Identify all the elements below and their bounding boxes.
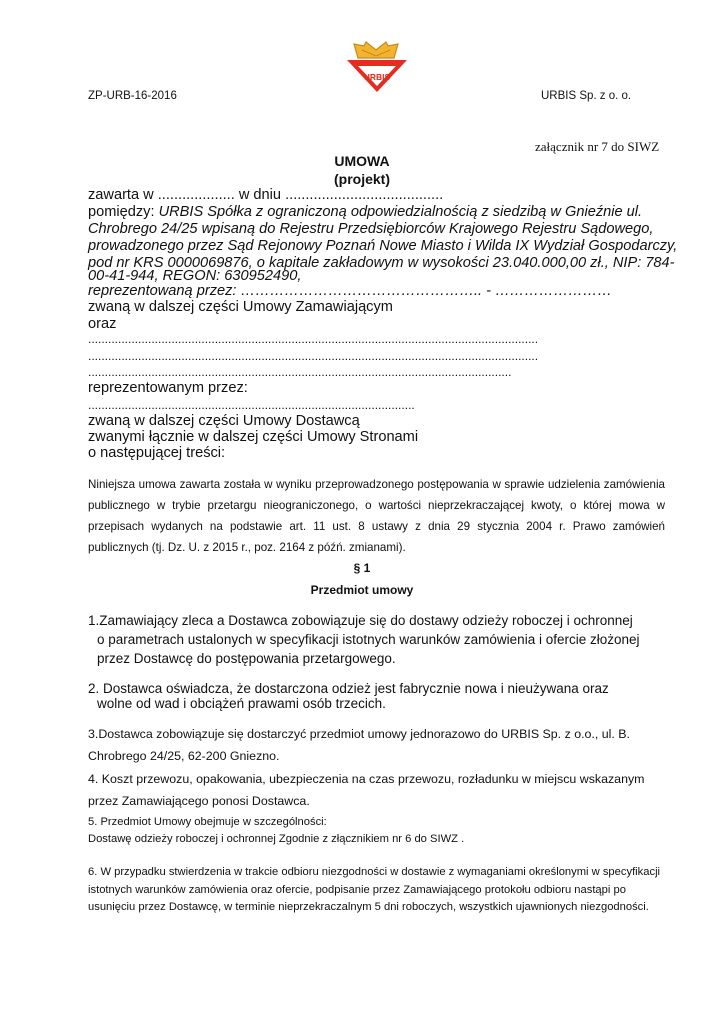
intro-company-line: URBIS Spółka z ograniczoną odpowiedzialnością z siedzibą w Gnieźnie ul. [158, 204, 643, 220]
point-1-line-2: o parametrach ustalonych w specyfikacji istotnych warunków zamówienia i ofercie złożonej [97, 632, 640, 647]
point-1-line-1: 1.Zamawiający zleca a Dostawca zobowiązuje się do dostawy odzieży roboczej i ochronnej [88, 613, 633, 628]
point-4-line-1: 4. Koszt przewozu, opakowania, ubezpieczenia na czas przewozu, rozładunku w miejscu wskazanym [88, 772, 645, 786]
preamble-paragraph: Niniejsza umowa zawarta została w wyniku przeprowadzonego postępowania w sprawie udzielenia zamówienia publicznego w trybie przetargu nieograniczonego, o wartości nieprzekraczającej kwoty, o której mowa w przepisach wydanych na podstawie art. 11 ust. 8 ustawy z dnia 29 stycznia 2004 r. Prawo zamówień publicznych (tj. Dz. U. z 2015 r., poz. 2164 z późń. zmianami). [88, 478, 665, 554]
document-subtitle: (projekt) [334, 171, 390, 187]
supplier-label: zwaną w dalszej części Umowy Dostawcą [88, 413, 360, 429]
urbis-logo-graphic [344, 40, 410, 94]
intro-buyer-label: zwaną w dalszej części Umowy Zamawiającym [88, 299, 393, 315]
point-3-line-1: 3.Dostawca zobowiązuje się dostarczyć przedmiot umowy jednorazowo do URBIS Sp. z o.o., ul. B. [88, 727, 630, 741]
supplier-dots-2: ....................................................................................................................................... [88, 349, 539, 363]
point-6-paragraph: 6. W przypadku stwierdzenia w trakcie odbioru niezgodności w dostawie z wymaganiami określonymi w specyfikacji istotnych warunków zamówienia oraz ofercie, podpisanie przez Zamawiającego protokołu odbioru nastąpi po usunięciu przez Dostawcę, w terminie nieprzekraczalnym 5 dni roboczych, wszystkich ujawnionych niezgodności. [88, 866, 661, 913]
intro-line-parties [88, 204, 642, 221]
point-4-line-2: przez Zamawiającego ponosi Dostawca. [88, 794, 310, 808]
point-2-line-1: 2. Dostawca oświadcza, że dostarczona odzież jest fabrycznie nowa i nieużywana oraz [88, 681, 609, 696]
document-reference: ZP-URB-16-2016 [88, 90, 177, 102]
annex-label: załącznik nr 7 do SIWZ [535, 139, 660, 154]
intro-company-line-3: prowadzonego przez Sąd Rejonowy Poznań Nowe Miasto i Wilda IX Wydział Gospodarczy, [88, 238, 678, 254]
intro-represented-by: reprezentowaną przez: ………………………………………….. - …………………… [88, 283, 612, 299]
point-2-line-2: wolne od wad i obciążeń prawami osób trzecich. [97, 696, 386, 711]
supplier-represented-by: reprezentowanym przez: [88, 380, 248, 396]
intro-company-line-5: 00-41-944, REGON: 630952490, [88, 268, 302, 284]
point-5-line-1: 5. Przedmiot Umowy obejmuje w szczególności: [88, 816, 327, 828]
parties-label: zwanymi łącznie w dalszej części Umowy Stronami [88, 429, 419, 445]
point-5-line-2: Dostawę odzieży roboczej i ochronnej Zgodnie z złącznikiem nr 6 do SIWZ . [88, 833, 465, 845]
intro-company-line-2: Chrobrego 24/25 wpisaną do Rejestru Przedsiębiorców Krajowego Rejestru Sądowego, [88, 221, 654, 237]
section-title: Przedmiot umowy [310, 583, 414, 597]
content-follows: o następującej treści: [88, 445, 226, 461]
point-3-line-2: Chrobrego 24/25, 62-200 Gniezno. [88, 749, 280, 763]
intro-company-line-4: pod nr KRS 0000069876, o kapitale zakładowym w wysokości 23.040.000,00 zł., NIP: 784- [88, 255, 675, 271]
intro-line-place-date: zawarta w ................... w dniu ....................................... [88, 187, 444, 203]
urbis-logo [344, 40, 410, 94]
document-title: UMOWA [334, 153, 390, 169]
section-number: § 1 [353, 561, 371, 575]
supplier-dots-1: ....................................................................................................................................... [88, 332, 539, 346]
supplier-dots-3: ............................................................................................................................... [88, 365, 512, 379]
logo-text: URBIS [363, 72, 391, 82]
intro-and: oraz [88, 316, 117, 332]
intro-between-label: pomiędzy: [88, 204, 159, 220]
company-name: URBIS Sp. z o. o. [541, 90, 632, 102]
point-1-line-3: przez Dostawcę do postępowania przetargowego. [97, 651, 396, 666]
supplier-rep-dots: .................................................................................................. [88, 398, 415, 412]
